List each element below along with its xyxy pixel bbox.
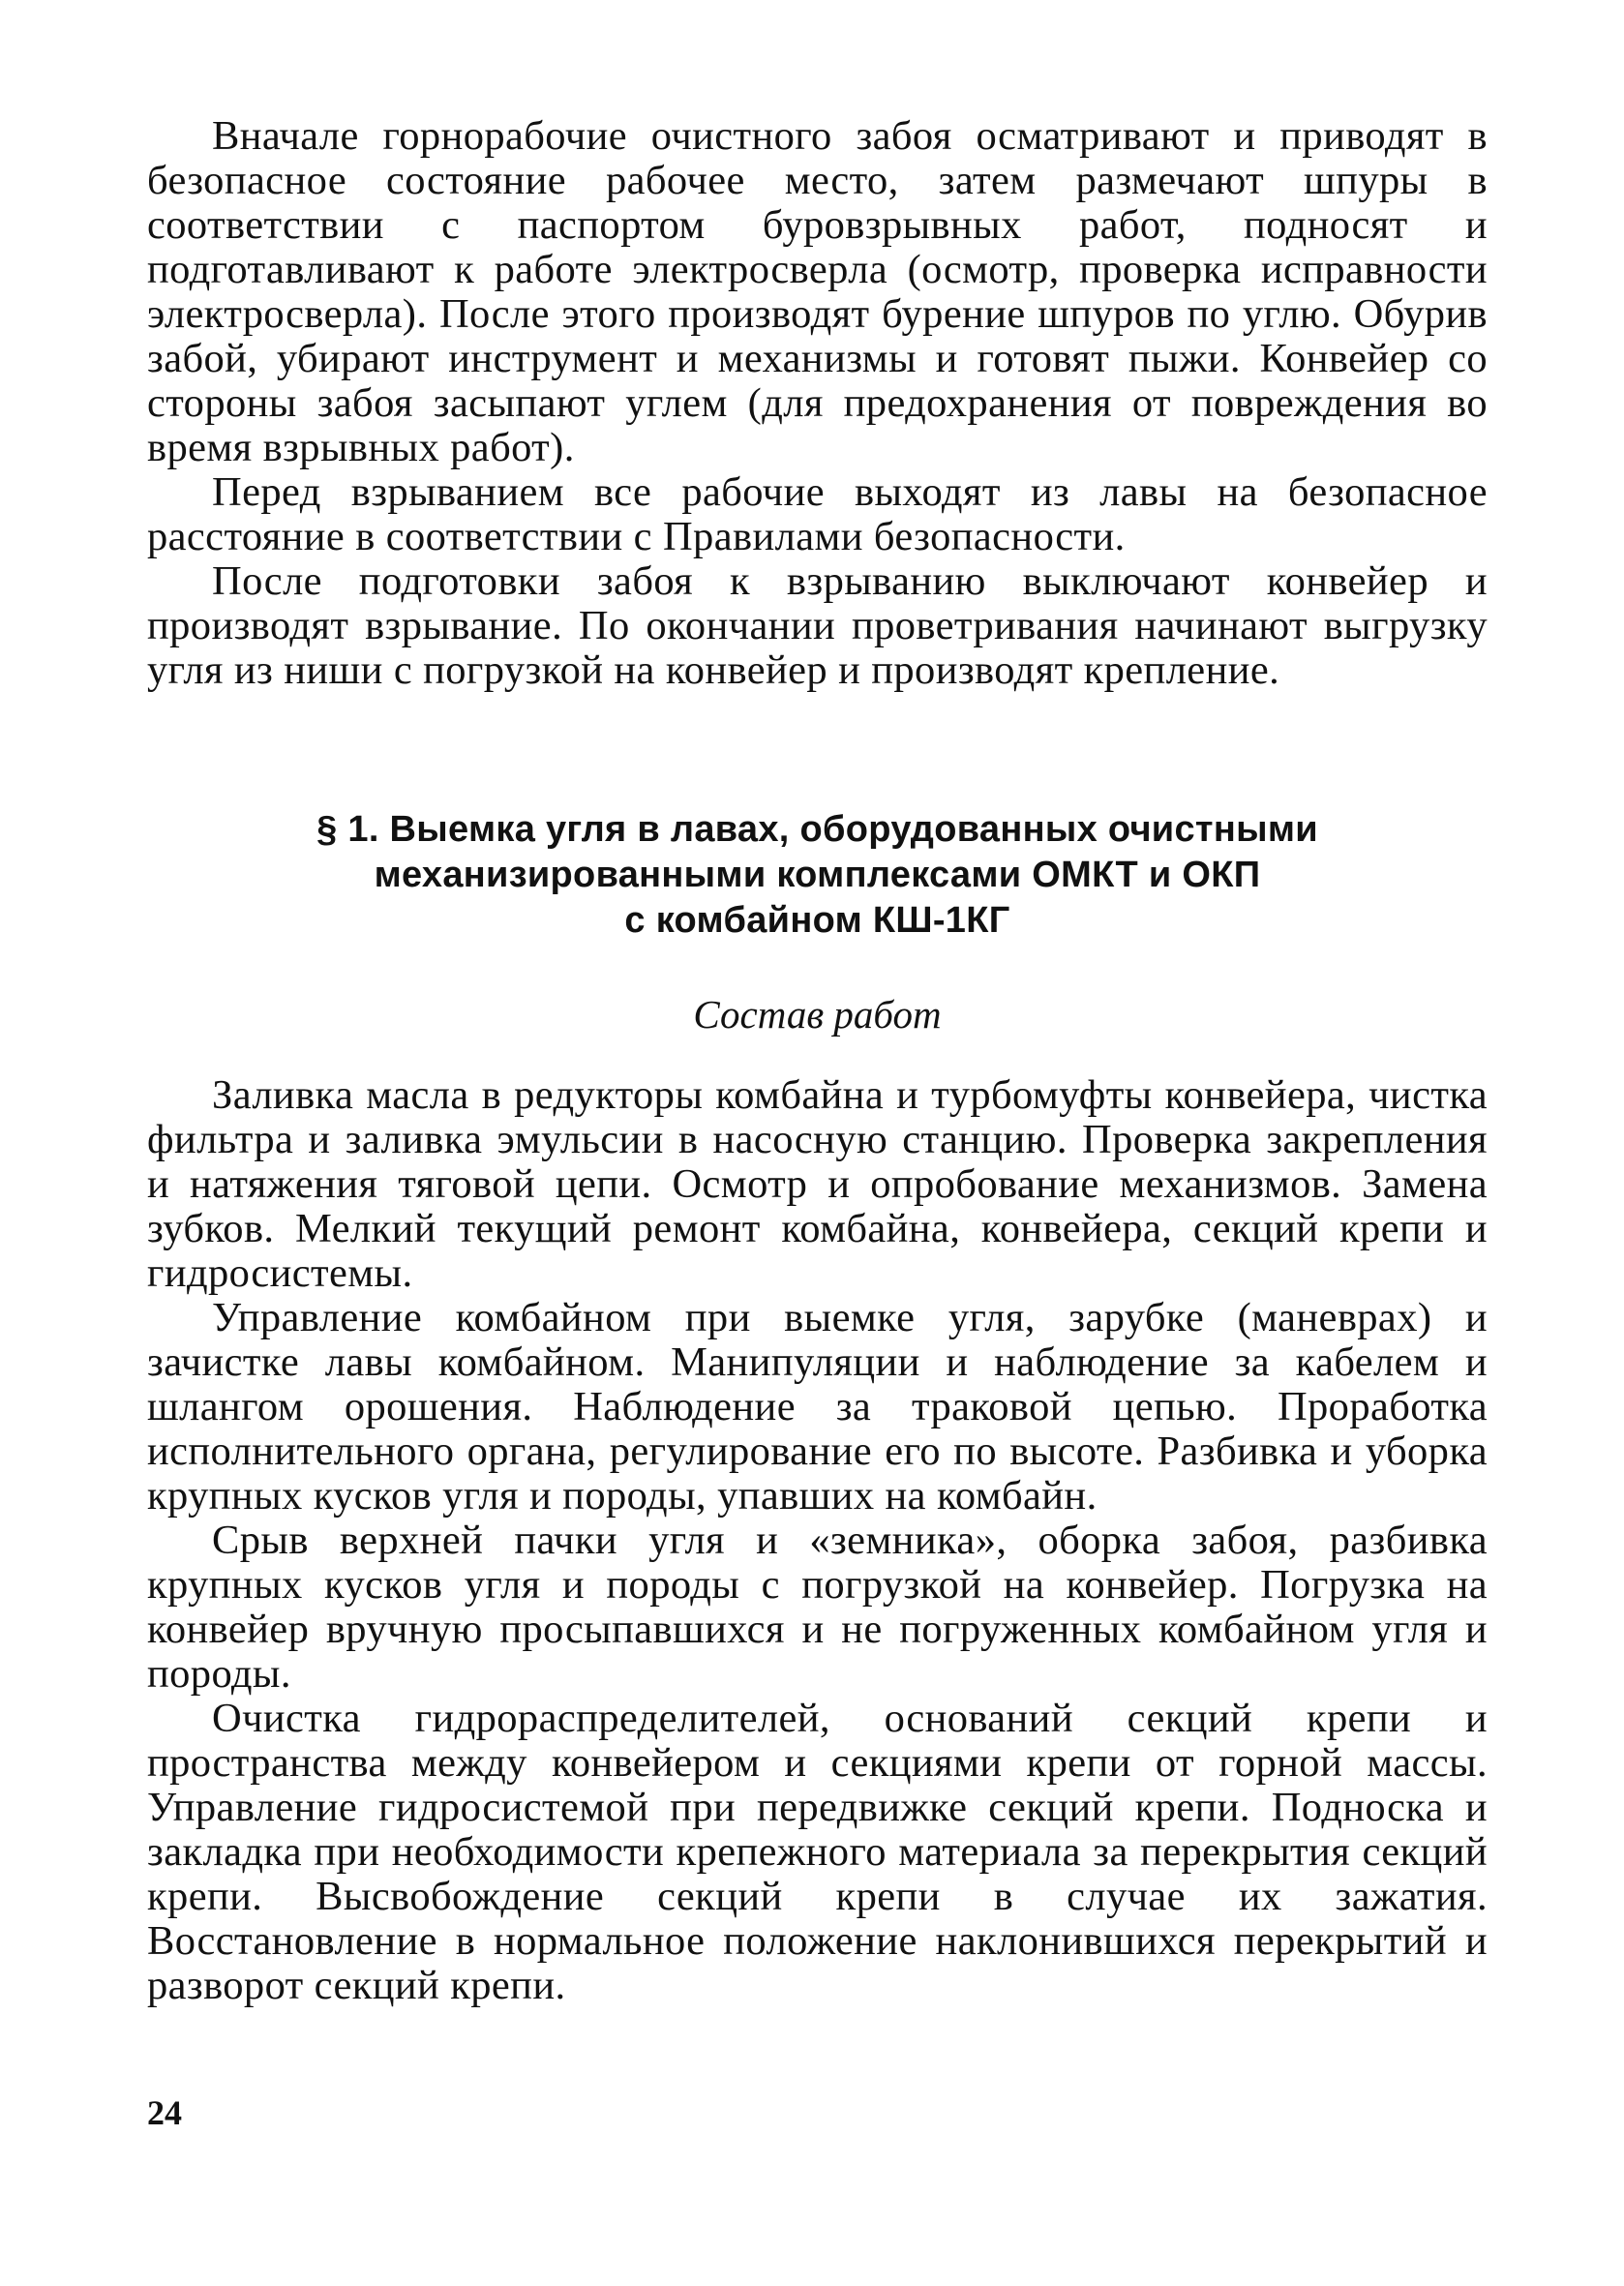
intro-paragraph-1: Вначале горнорабочие очистного забоя осматривают и приводят в безопасное состояние рабочее место, затем размечают шпуры в соответствии с паспортом буровзрывных работ, подносят и подготавливают к работе электросверла (осмотр, проверка исправности электросверла). После этого производят бурение шпуров по углю. Обурив забой, убирают инструмент и механизмы и готовят пыжи. Конвейер со стороны забоя засыпают углем (для предохранения от повреждения во время взрывных работ). (147, 113, 1488, 470)
section-heading-line-1: § 1. Выемка угля в лавах, оборудованных очистными (316, 809, 1318, 850)
subheading-work-composition: Состав работ (693, 992, 942, 1037)
intro-paragraph-3: После подготовки забоя к взрыванию выключают конвейер и производят взрывание. По окончании проветривания начинают выгрузку угля из ниши с погрузкой на конвейер и производят крепление. (147, 558, 1488, 693)
section-heading-line-3: с комбайном КШ-1КГ (624, 900, 1010, 941)
work-paragraph-3: Срыв верхней пачки угля и «земника», оборка забоя, разбивка крупных кусков угля и породы с погрузкой на конвейер. Погрузка на конвейер вручную просыпавшихся и не погруженных комбайном угля и породы. (147, 1518, 1488, 1697)
page-body (147, 114, 1488, 2008)
intro-paragraph-2: Перед взрыванием все рабочие выходят из лавы на безопасное расстояние в соответствии с Правилами безопасности. (147, 469, 1488, 559)
section-heading-line-2: механизированными комплексами ОМКТ и ОКП (374, 855, 1261, 895)
work-paragraph-2: Управление комбайном при выемке угля, зарубке (маневрах) и зачистке лавы комбайном. Манипуляции и наблюдение за кабелем и шлангом орошения. Наблюдение за траковой цепью. Проработка исполнительного органа, регулирование его по высоте. Разбивка и уборка крупных кусков угля и породы, упавших на комбайн. (147, 1295, 1488, 1519)
section-heading (147, 807, 1488, 944)
work-paragraph-1: Заливка масла в редукторы комбайна и турбомуфты конвейера, чистка фильтра и заливка эмульсии в насосную станцию. Проверка закрепления и натяжения тяговой цепи. Осмотр и опробование механизмов. Замена зубков. Мелкий текущий ремонт комбайна, конвейера, секций крепи и гидросистемы. (147, 1072, 1488, 1296)
work-paragraph-4: Очистка гидрораспределителей, оснований секций крепи и пространства между конвейером и секциями крепи от горной массы. Управление гидросистемой при передвижке секций крепи. Подноска и закладка при необходимости крепежного материала за перекрытия секций крепи. Высвобождение секций крепи в случае их зажатия. Восстановление в нормальное положение наклонившихся перекрытий и разворот секций крепи. (147, 1696, 1488, 2008)
page-number: 24 (147, 2093, 182, 2132)
